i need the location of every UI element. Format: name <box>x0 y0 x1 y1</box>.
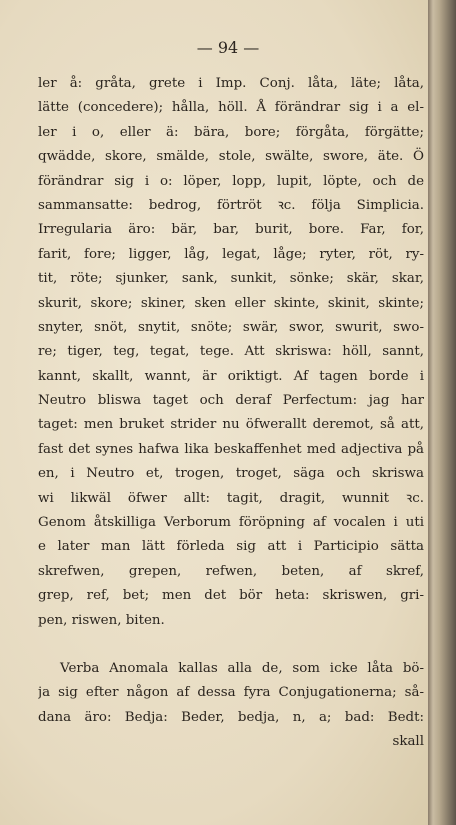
text-line: skurit, skore; skiner, sken eller skinte, skinit, skinte; <box>38 295 424 311</box>
text-line: snyter, snöt, snytit, snöte; swär, swor, swurit, swo- <box>38 319 424 335</box>
text-line: skrefwen, grepen, refwen, beten, af skref, <box>38 563 424 579</box>
text-line: Genom åtskilliga Verborum föröpning af vocalen i uti <box>38 515 424 531</box>
text-line: e later man lätt förleda sig att i Participio sätta <box>38 539 424 555</box>
paragraph-gap <box>38 633 424 657</box>
body-text <box>38 72 424 755</box>
text-line: Verba Anomala kallas alla de, som icke låta bö- <box>60 660 424 676</box>
text-line: re; tiger, teg, tegat, tege. Att skriswa: höll, sannt, <box>38 344 424 360</box>
text-line: wi likwäl öfwer allt: tagit, dragit, wunnit ꝛc. <box>38 490 424 506</box>
text-line: en, i Neutro et, trogen, troget, säga och skriswa <box>38 466 424 482</box>
text-line: ja sig efter någon af dessa fyra Conjugationerna; så- <box>38 685 424 701</box>
text-line: dana äro: Bedja: Beder, bedja, n, a; bad: Bedt: <box>38 709 424 725</box>
text-line: fast det synes hafwa lika beskaffenhet med adjectiva på <box>38 441 424 457</box>
text-line: pen, riswen, biten. <box>38 612 165 628</box>
text-line: ler i o, eller ä: bära, bore; förgåta, förgätte; <box>38 124 424 140</box>
text-line: Irregularia äro: bär, bar, burit, bore. Far, for, <box>38 222 424 238</box>
text-line: förändrar sig i o: löper, lopp, lupit, löpte, och de <box>38 173 424 189</box>
text-line: grep, ref, bet; men det bör heta: skriswen, gri- <box>38 588 424 604</box>
catchword: skall <box>392 734 424 750</box>
text-line: tit, röte; sjunker, sank, sunkit, sönke; skär, skar, <box>38 271 424 287</box>
text-line: Neutro bliswa taget och deraf Perfectum: jag har <box>38 393 424 409</box>
text-line: farit, fore; ligger, låg, legat, låge; ryter, röt, ry- <box>38 246 424 262</box>
page-number: — 94 — <box>196 38 260 57</box>
text-line: sammansatte: bedrog, förtröt ꝛc. följa Simplicia. <box>38 197 424 213</box>
text-line: lätte (concedere); hålla, höll. Å förändrar sig i a el- <box>38 100 424 116</box>
text-line: kannt, skallt, wannt, är oriktigt. Af tagen borde i <box>38 368 424 384</box>
text-line: taget: men bruket strider nu öfwerallt deremot, så att, <box>38 417 424 433</box>
page-edge <box>428 0 456 825</box>
text-line: ler å: gråta, grete i Imp. Conj. låta, läte; låta, <box>38 76 424 91</box>
text-line: qwädde, skore, smälde, stole, swälte, swore, äte. Ö <box>38 149 424 165</box>
